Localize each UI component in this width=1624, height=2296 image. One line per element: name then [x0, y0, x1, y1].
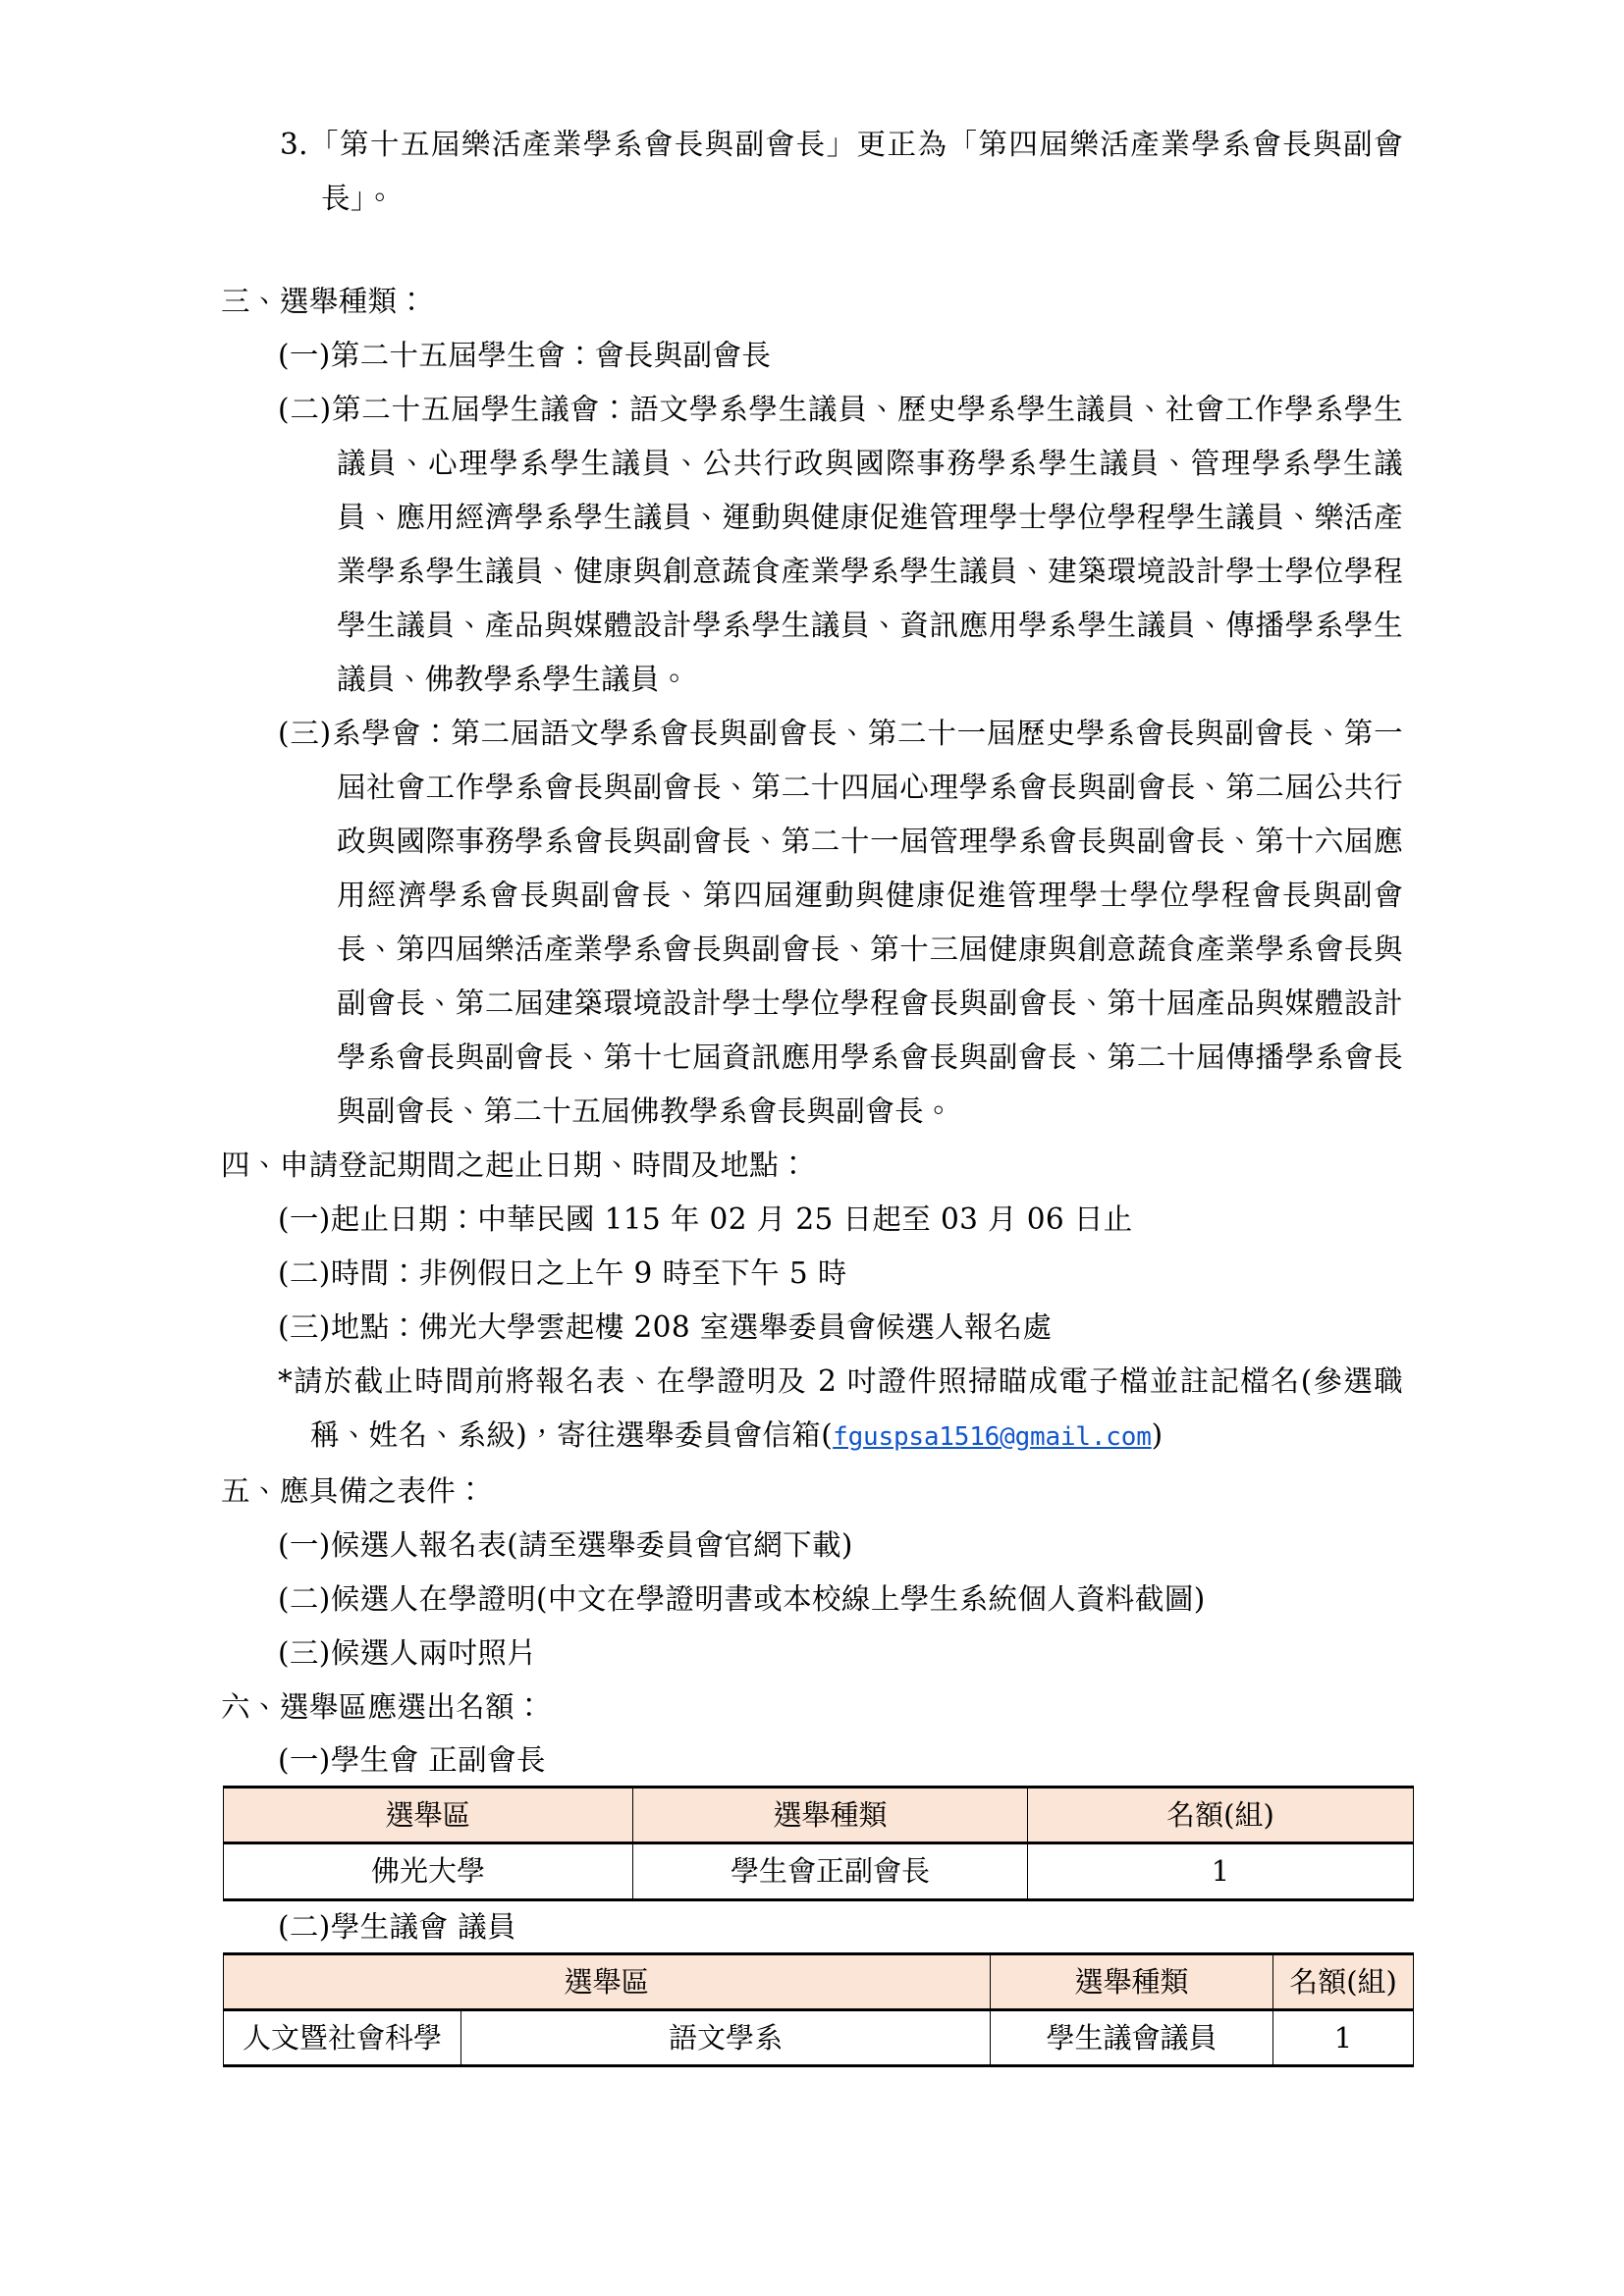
column-header-election-type: 選舉種類: [633, 1788, 1028, 1843]
section-four-item-1-dates: (一)起止日期：中華民國 115 年 02 月 25 日起至 03 月 06 日止: [278, 1202, 1133, 1236]
table-row: [224, 2009, 1414, 2065]
section-five-heading: 五、應具備之表件：: [221, 1474, 486, 1508]
email-link[interactable]: fguspsa1516@gmail.com: [833, 1422, 1152, 1452]
cell-district: 佛光大學: [224, 1843, 633, 1899]
table-header-row: [224, 1953, 1414, 2009]
section-six-heading: 六、選舉區應選出名額：: [221, 1690, 544, 1724]
submission-note-text: *請於截止時間前將報名表、在學證明及 2 吋證件照掃瞄成電子檔並註記檔名(參選職稱、姓名、系級)，寄往選舉委員會信箱(: [278, 1364, 1403, 1452]
section-five-item-2: (二)候選人在學證明(中文在學證明書或本校線上學生系統個人資料截圖): [278, 1582, 1206, 1616]
column-header-district: 選舉區: [224, 1788, 633, 1843]
section-four-submission-note: [278, 1355, 1403, 1465]
column-header-election-type: 選舉種類: [991, 1953, 1273, 2009]
cell-election-type: 學生會正副會長: [633, 1843, 1028, 1899]
section-three-item-2: (二)第二十五屆學生議會：語文學系學生議員、歷史學系學生議員、社會工作學系學生議員、心理學系學生議員、公共行政與國際事務學系學生議員、管理學系學生議員、應用經濟學系學生議員、運動與健康促進管理學士學位學程學生議員、樂活產業學系學生議員、健康與創意蔬食產業學系學生議員、建築環境設計學士學位學程學生議員、產品與媒體設計學系學生議員、資訊應用學系學生議員、傳播學系學生議員、佛教學系學生議員。: [278, 393, 1403, 696]
submission-note-suffix: ): [1151, 1418, 1164, 1452]
section-four-item-2-time: (二)時間：非例假日之上午 9 時至下午 5 時: [278, 1256, 847, 1290]
student-council-seats-table: [223, 1952, 1414, 2068]
table-row: [224, 1843, 1414, 1899]
cell-seats: 1: [1028, 1843, 1414, 1899]
spacer: [221, 226, 1403, 275]
column-header-district: 選舉區: [224, 1953, 991, 2009]
section-three-heading: 三、選舉種類：: [221, 285, 427, 318]
section-four-heading: 四、申請登記期間之起止日期、時間及地點：: [221, 1148, 809, 1182]
column-header-seats: 名額(組): [1028, 1788, 1414, 1843]
column-header-seats: 名額(組): [1273, 1953, 1414, 2009]
table-two-wrapper: [221, 1952, 1403, 2068]
section-three-item-3: (三)系學會：第二屆語文學系會長與副會長、第二十一屆歷史學系會長與副會長、第一屆社會工作學系會長與副會長、第二十四屆心理學系會長與副會長、第二屆公共行政與國際事務學系會長與副會長、第二十一屆管理學系會長與副會長、第十六屆應用經濟學系會長與副會長、第四屆運動與健康促進管理學士學位學程會長與副會長、第四屆樂活產業學系會長與副會長、第十三屆健康與創意蔬食產業學系會長與副會長、第二屆建築環境設計學士學位學程會長與副會長、第十屆產品與媒體設計學系會長與副會長、第十七屆資訊應用學系會長與副會長、第二十屆傳播學系會長與副會長、第二十五屆佛教學系會長與副會長。: [278, 717, 1403, 1128]
table-one-caption: (一)學生會 正副會長: [278, 1743, 546, 1777]
cell-election-type: 學生議會議員: [991, 2009, 1273, 2065]
section-five-item-3: (三)候選人兩吋照片: [278, 1636, 537, 1670]
section-three-item-1: (一)第二十五屆學生會：會長與副會長: [278, 339, 772, 372]
section-four-item-3-place: (三)地點：佛光大學雲起樓 208 室選舉委員會候選人報名處: [278, 1310, 1053, 1344]
table-one-wrapper: [221, 1786, 1403, 1901]
correction-item-3: 3.「第十五屆樂活產業學系會長與副會長」更正為「第四屆樂活產業學系會長與副會長」。: [280, 128, 1403, 215]
cell-department: 語文學系: [461, 2009, 991, 2065]
cell-seats: 1: [1273, 2009, 1414, 2065]
section-five-item-1: (一)候選人報名表(請至選舉委員會官網下載): [278, 1528, 853, 1562]
student-union-seats-table: [223, 1786, 1414, 1901]
table-two-caption: (二)學生議會 議員: [278, 1909, 516, 1944]
table-header-row: [224, 1788, 1414, 1843]
cell-college: 人文暨社會科學: [224, 2009, 461, 2065]
